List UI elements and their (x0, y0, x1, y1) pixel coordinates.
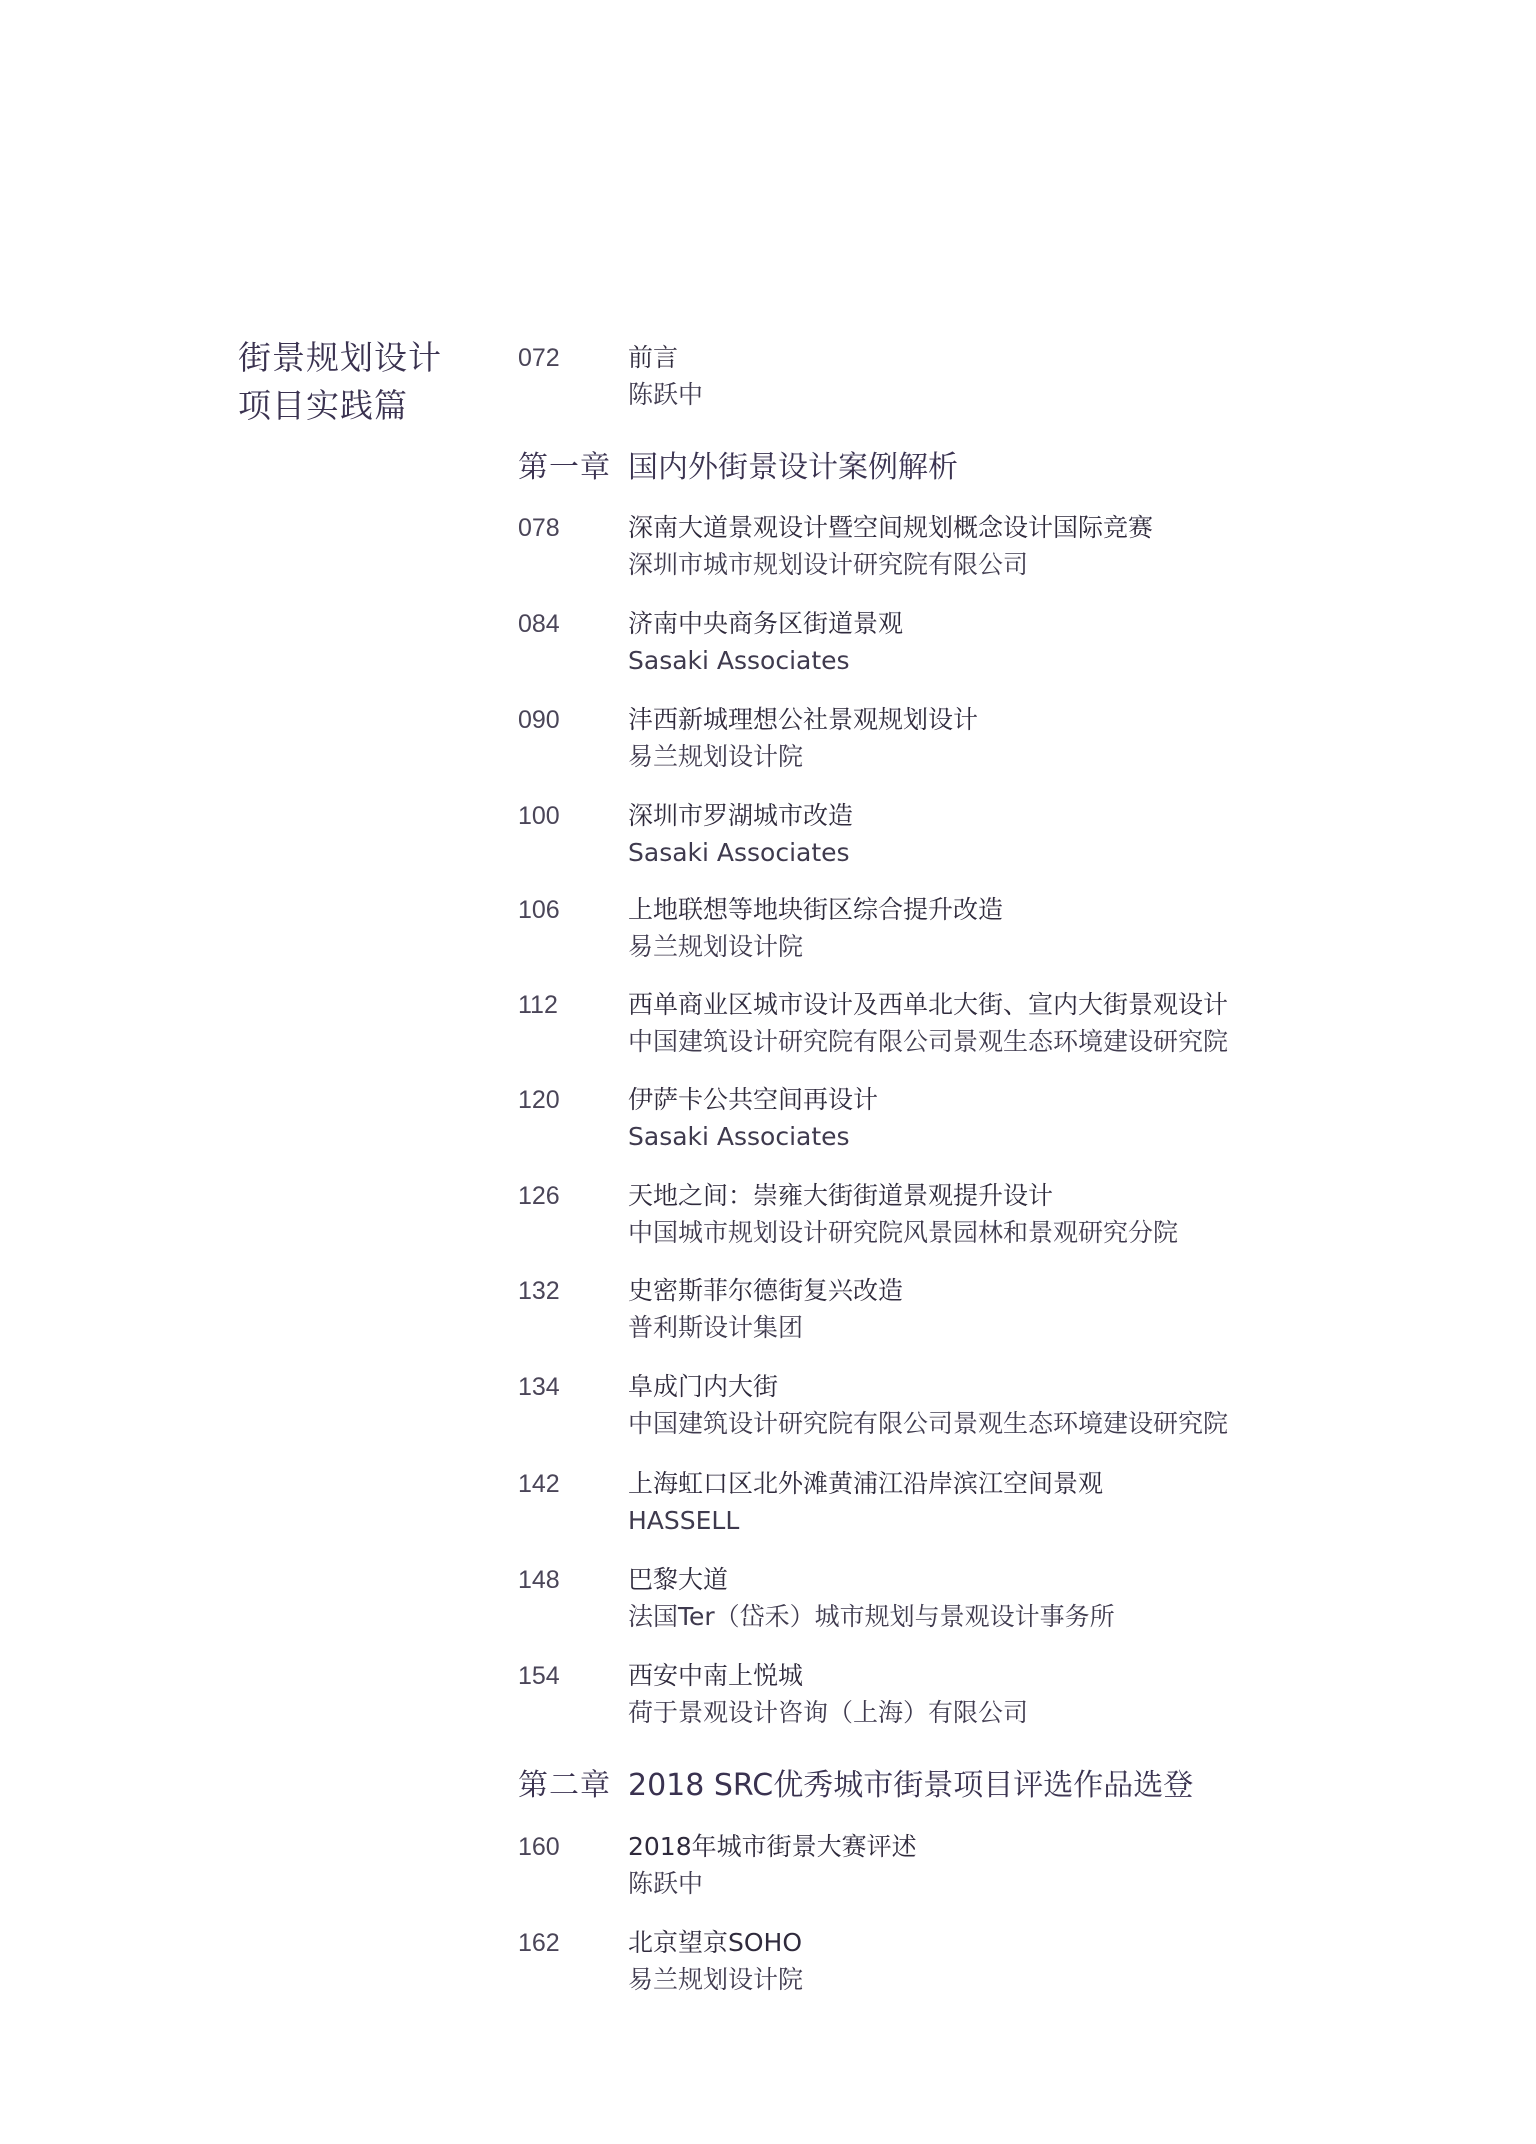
toc-entry-author: 中国建筑设计研究院有限公司景观生态环境建设研究院 (628, 1027, 1229, 1056)
toc-entry-title: 深南大道景观设计暨空间规划概念设计国际竞赛 (628, 513, 1154, 542)
toc-page-number: 132 (518, 1277, 560, 1305)
toc-entry-title: 阜成门内大街 (628, 1372, 779, 1401)
toc-entry-author: 荷于景观设计咨询（上海）有限公司 (628, 1698, 1029, 1727)
toc-entry-title: 史密斯菲尔德街复兴改造 (628, 1276, 904, 1305)
chapter-title: 2018 SRC优秀城市街景项目评选作品选登 (628, 1768, 1194, 1803)
toc-page-number: 072 (518, 344, 560, 372)
toc-page-number: 142 (518, 1470, 560, 1498)
toc-entry-author: 陈跃中 (628, 1869, 704, 1898)
toc-entry-author: 易兰规划设计院 (628, 742, 804, 771)
toc-entry-title: 上海虹口区北外滩黄浦江沿岸滨江空间景观 (628, 1469, 1104, 1498)
toc-entry-author: Sasaki Associates (628, 838, 850, 867)
section-title-line-2: 项目实践篇 (238, 386, 408, 425)
toc-entry-title: 西安中南上悦城 (628, 1661, 804, 1690)
toc-page-number: 162 (518, 1929, 560, 1957)
toc-entry-title: 前言 (628, 343, 679, 372)
toc-entry-author: 法国Ter（岱禾）城市规划与景观设计事务所 (628, 1602, 1115, 1631)
toc-entry-title: 深圳市罗湖城市改造 (628, 801, 854, 830)
toc-entry-title: 西单商业区城市设计及西单北大街、宣内大街景观设计 (628, 990, 1229, 1019)
toc-page-number: 126 (518, 1182, 560, 1210)
toc-entry-title: 巴黎大道 (628, 1565, 729, 1594)
toc-entry-author: 易兰规划设计院 (628, 1965, 804, 1994)
toc-entry-title: 济南中央商务区街道景观 (628, 609, 904, 638)
toc-entry-author: 陈跃中 (628, 380, 704, 409)
toc-entry-title: 2018年城市街景大赛评述 (628, 1832, 917, 1861)
toc-page-number: 100 (518, 802, 560, 830)
toc-page-number: 160 (518, 1833, 560, 1861)
toc-page-number: 120 (518, 1086, 560, 1114)
toc-page-number: 148 (518, 1566, 560, 1594)
toc-entry-title: 沣西新城理想公社景观规划设计 (628, 705, 979, 734)
toc-entry-title: 北京望京SOHO (628, 1928, 803, 1957)
toc-entry-author: 中国城市规划设计研究院风景园林和景观研究分院 (628, 1218, 1179, 1247)
toc-entry-title: 天地之间：崇雍大街街道景观提升设计 (628, 1181, 1054, 1210)
toc-entry-author: HASSELL (628, 1506, 740, 1535)
toc-entry-author: 中国建筑设计研究院有限公司景观生态环境建设研究院 (628, 1409, 1229, 1438)
toc-page-number: 090 (518, 706, 560, 734)
toc-page-number: 084 (518, 610, 560, 638)
chapter-label: 第二章 (518, 1768, 611, 1803)
toc-page-number: 078 (518, 514, 560, 542)
section-title-line-1: 街景规划设计 (238, 338, 442, 377)
toc-entry-author: Sasaki Associates (628, 646, 850, 675)
chapter-label: 第一章 (518, 450, 611, 485)
toc-entry-title: 伊萨卡公共空间再设计 (628, 1085, 879, 1114)
toc-entry-author: 深圳市城市规划设计研究院有限公司 (628, 550, 1029, 579)
toc-page-number: 134 (518, 1373, 560, 1401)
toc-page-number: 106 (518, 896, 560, 924)
toc-entry-title: 上地联想等地块街区综合提升改造 (628, 895, 1004, 924)
toc-page-number: 112 (518, 991, 558, 1019)
toc-entry-author: 易兰规划设计院 (628, 932, 804, 961)
chapter-title: 国内外街景设计案例解析 (628, 450, 958, 485)
toc-page-number: 154 (518, 1662, 560, 1690)
toc-entry-author: Sasaki Associates (628, 1122, 850, 1151)
toc-entry-author: 普利斯设计集团 (628, 1313, 804, 1342)
